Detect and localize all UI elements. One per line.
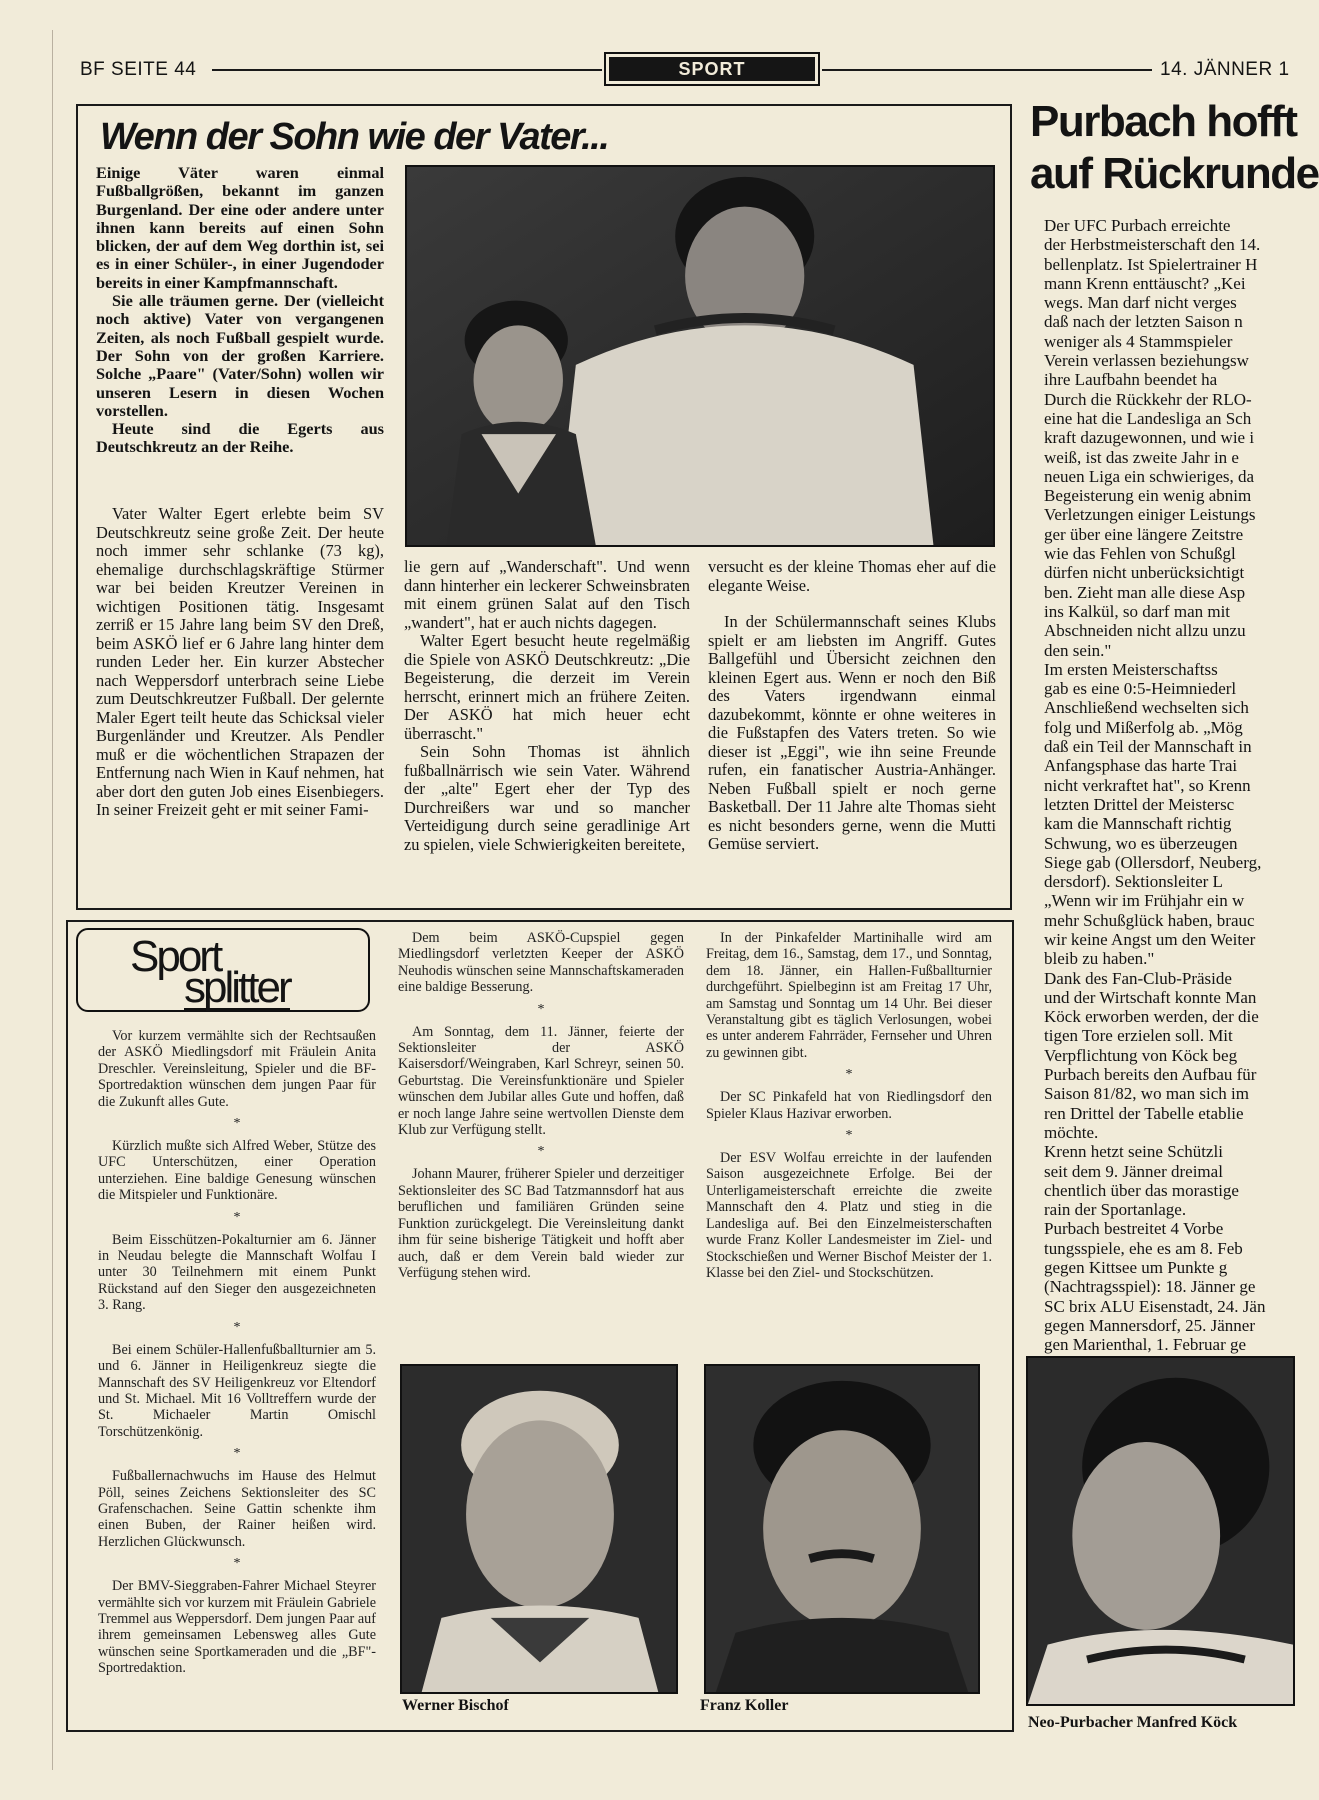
body-paragraph: Walter Egert besucht heute regelmäßig die Spiele von ASKÖ Deutschkreutz: „Die Begeisterung, die derzeit im Verein herrscht, erinnert mich an frühere Zeiten. Der ASKÖ hat mich heuer echt überrascht.": [404, 631, 690, 743]
purbach-headline-line: Purbach hofft: [1030, 97, 1297, 146]
main-headline: Wenn der Sohn wie der Vater...: [100, 116, 609, 158]
brief-item: Dem beim ASKÖ-Cupspiel gegen Miedlingsdorf verletzten Keeper der ASKÖ Neuhodis wünschen seine Mannschaftskameraden eine baldige Besserung.: [398, 930, 684, 996]
caption-koller: Franz Koller: [700, 1697, 789, 1714]
purbach-line: Verpflichtung von Köck beg: [1044, 1045, 1238, 1065]
brief-item: Beim Eisschützen-Pokalturnier am 6. Jänner in Neudau belegte die Mannschaft Wolfau I unter 30 Teilnehmern mit einem Punkt Rückstand auf den Sieger den ausgezeichneten 3. Rang.: [98, 1231, 376, 1314]
purbach-line: der Herbstmeisterschaft den 14.: [1044, 235, 1261, 255]
purbach-line: gegen Kittsee um Punkte g: [1044, 1258, 1228, 1278]
header-rule-left: [212, 69, 602, 71]
purbach-line: (Nachtragsspiel): 18. Jänner ge: [1044, 1277, 1256, 1297]
body-paragraph: Vater Walter Egert erlebte beim SV Deutschkreutz seine große Zeit. Der heute noch immer sehr schlanke (73 kg), ehemalige durchschlagskräftige Stürmer war bei beiden Kreutzer Vereinen in wichtigen Positionen tätig. Insgesamt zerriß er 15 Jahre lang beim SV den Dreß, beim ASKÖ lief er 6 Jahre lang hinter dem runden Leder her. Ein kurzer Abstecher nach Weppersdorf unterbrach seine Liebe zum Deutschkreutzer Fußball. Der gelernte Maler Egert teilt heute das Schicksal vieler Burgenländer und Kreutzer. Als Pendler muß er die wöchentlichen Strapazen der Entfernung nach Wien in Kauf nehmen, hat aber dort den guten Job eines Eisenbiegers. In seiner Freizeit geht er mit seiner Fami-: [96, 504, 384, 819]
purbach-line: dersdorf). Sektionsleiter L: [1044, 872, 1223, 892]
purbach-line: Der UFC Purbach erreichte: [1044, 216, 1231, 235]
purbach-line: weniger als 4 Stammspieler: [1044, 331, 1233, 351]
purbach-line: SC brix ALU Eisenstadt, 24. Jän: [1044, 1296, 1266, 1316]
main-col3: [708, 558, 996, 854]
purbach-line: Köck erworben werden, der die: [1044, 1007, 1259, 1027]
purbach-line: mann Krenn enttäuscht? „Kei: [1044, 273, 1246, 293]
purbach-line: folg und Mißerfolg ab. „Mög: [1044, 717, 1243, 737]
splitter-col3: [706, 930, 992, 1281]
purbach-line: neuen Liga ein schwieriges, da: [1044, 466, 1255, 486]
purbach-line: Schwung, wo es überzeugen: [1044, 833, 1238, 853]
page-label: BF SEITE 44: [80, 59, 197, 80]
purbach-line: Anfangsphase das harte Trai: [1044, 756, 1238, 776]
brief-item: Kürzlich mußte sich Alfred Weber, Stütze des UFC Unterschützen, einer Operation unterziehen. Eine baldige Genesung wünschen die Mitspieler und Funktionäre.: [98, 1138, 376, 1204]
purbach-line: Purbach bereits den Aufbau für: [1044, 1065, 1257, 1085]
purbach-line: daß ein Teil der Mannschaft in: [1044, 737, 1252, 757]
left-margin-line: [52, 30, 53, 1770]
brief-item: Der SC Pinkafeld hat von Riedlingsdorf den Spieler Klaus Hazivar erworben.: [706, 1089, 992, 1122]
purbach-line: ins Kalkül, so darf man mit: [1044, 601, 1231, 621]
logo-line-splitter: splitter: [184, 963, 290, 1012]
photo-father-son-image: [407, 167, 993, 545]
purbach-line: und der Wirtschaft konnte Man: [1044, 987, 1257, 1007]
brief-item: Der ESV Wolfau erreichte in der laufenden Saison ausgezeichnete Erfolge. Bei der Unterligameisterschaft erreichte die zweite Mannschaft den 4. Platz und stieg in die Landesliga auf. Bei den Einzelmeisterschaften wurde Franz Koller Landesmeister im Ziel- und Stockschießen und Werner Bischof Meister der 1. Klasse bei den Ziel- und Stockschützen.: [706, 1150, 992, 1281]
photo-bischof: [400, 1364, 678, 1694]
purbach-line: gegen Mannersdorf, 25. Jänner: [1044, 1315, 1256, 1335]
logo-line-sport: Sport: [130, 932, 221, 981]
purbach-line: mehr Schußglück haben, brauc: [1044, 910, 1255, 930]
caption-bischof: Werner Bischof: [402, 1697, 509, 1714]
purbach-line: Krenn hetzt seine Schützli: [1044, 1142, 1223, 1162]
purbach-line: den sein.": [1044, 640, 1112, 660]
brief-item: In der Pinkafelder Martinihalle wird am Freitag, dem 16., Samstag, dem 17., und Sonntag, dem 18. Jänner, ein Hallen-Fußballturnier durchgeführt. Spielbeginn ist am Freitag 17 Uhr, am Samstag und Sonntag um 14 Uhr. Bei dieser Veranstaltung gibt es täglich Verlosungen, wobei es unter anderem Fahrräder, Fernseher und Uhren zu gewinnen gibt.: [706, 930, 992, 1061]
purbach-line: wie das Fehlen von Schußgl: [1044, 544, 1236, 564]
purbach-line: eine hat die Landesliga an Sch: [1044, 408, 1252, 428]
purbach-line: wegs. Man darf nicht verges: [1044, 293, 1237, 313]
purbach-line: bellenplatz. Ist Spielertrainer H: [1044, 254, 1258, 274]
purbach-line: Siege gab (Ollersdorf, Neuberg,: [1044, 852, 1262, 872]
purbach-headline-line: auf Rückrunde: [1030, 149, 1319, 198]
purbach-line: ihre Laufbahn beendet ha: [1044, 370, 1218, 390]
purbach-line: nicht verkraftet hat", so Krenn: [1044, 775, 1251, 795]
separator-star: *: [233, 1446, 241, 1462]
purbach-line: gab es eine 0:5-Heimniederl: [1044, 679, 1237, 699]
brief-item: Am Sonntag, dem 11. Jänner, feierte der Sektionsleiter der ASKÖ Kaisersdorf/Weingraben, Karl Schreyr, seinen 50. Geburtstag. Die Vereinsfunktionäre und Spieler wünschen dem Jubilar alles Gute und hoffen, daß er noch lange Jahre seine wertvollen Dienste dem Klub zur Verfügung stellt.: [398, 1023, 684, 1139]
lead-paragraph: Heute sind die Egerts aus Deutschkreutz an der Reihe.: [96, 419, 384, 457]
separator-star: *: [537, 1001, 545, 1017]
brief-item: Fußballernachwuchs im Hause des Helmut Pöll, seines Zeichens Sektionsleiter des SC Grafenschachen. Seine Gattin schenkte ihm einen Buben, der Rainer heißen wird. Herzlichen Glückwunsch.: [98, 1468, 376, 1550]
purbach-line: gen Marienthal, 1. Februar ge: [1044, 1335, 1247, 1355]
photo-koeck-image: [1028, 1358, 1293, 1704]
section-label: SPORT: [609, 57, 815, 81]
purbach-headline: [1030, 96, 1319, 200]
purbach-line: Durch die Rückkehr der RLO-: [1044, 389, 1252, 409]
photo-koeck: [1026, 1356, 1295, 1706]
purbach-line: weiß, ist das zweite Jahr in e: [1044, 447, 1239, 467]
issue-date: 14. JÄNNER 1: [1160, 59, 1290, 80]
separator-star: *: [233, 1319, 241, 1335]
purbach-line: Dank des Fan-Club-Präside: [1044, 968, 1232, 988]
purbach-line: ger über eine längere Zeitstre: [1044, 524, 1244, 544]
purbach-line: Purbach bestreitet 4 Vorbe: [1044, 1219, 1224, 1239]
purbach-line: dürfen nicht unberücksichtigt: [1044, 563, 1245, 583]
caption-koeck: Neo-Purbacher Manfred Köck: [1028, 1714, 1238, 1731]
brief-item: Bei einem Schüler-Hallenfußballturnier am 5. und 6. Jänner in Heiligenkreuz siegte die Mannschaft des SV Heiligenkreuz vor Eltendorf und St. Michael. Mit 16 Volltreffern wurde der St. Michaeler Martin Omischl Torschützenkönig.: [98, 1341, 376, 1440]
photo-bischof-image: [402, 1366, 676, 1692]
separator-star: *: [845, 1067, 853, 1083]
purbach-line: bleib zu haben.": [1044, 949, 1155, 969]
separator-star: *: [233, 1556, 241, 1572]
main-lead: [96, 164, 384, 457]
purbach-line: möchte.: [1044, 1122, 1099, 1142]
purbach-line: ben. Zieht man alle diese Asp: [1044, 582, 1246, 602]
purbach-line: tigen Tore erzielen soll. Mit: [1044, 1026, 1233, 1046]
main-col1: [96, 505, 384, 820]
body-paragraph: versucht es der kleine Thomas eher auf die elegante Weise.: [708, 557, 996, 595]
sport-splitter-logo: [76, 928, 370, 1012]
header-rule-right: [822, 69, 1152, 71]
purbach-line: Saison 81/82, wo man sich im: [1044, 1084, 1249, 1104]
purbach-line: Verein verlassen beziehungsw: [1044, 351, 1249, 371]
splitter-col2: [398, 930, 684, 1281]
brief-item: Johann Maurer, früherer Spieler und derzeitiger Sektionsleiter des SC Bad Tatzmannsdorf hat aus beruflichen und familiären Gründen seine Funktion zurückgelegt. Die Vereinsleitung dankt ihm für seine bisherige Tätigkeit und hofft aber auch, daß er dem Verein bald wieder zur Verfügung stehen wird.: [398, 1166, 684, 1281]
purbach-line: Begeisterung ein wenig abnim: [1044, 486, 1252, 506]
separator-star: *: [233, 1209, 241, 1225]
separator-star: *: [233, 1116, 241, 1132]
body-paragraph: lie gern auf „Wanderschaft". Und wenn dann hinterher ein leckerer Schweinsbraten mit einem grünen Salat auf den Tisch „wandert", hat er auch nichts dagegen.: [404, 557, 690, 632]
purbach-line: „Wenn wir im Frühjahr ein w: [1044, 891, 1245, 911]
purbach-line: rain der Sportanlage.: [1044, 1200, 1187, 1220]
photo-koller: [704, 1364, 980, 1694]
purbach-line: Verletzungen einiger Leistungs: [1044, 505, 1256, 525]
purbach-line: Abschneiden nicht allzu unzu: [1044, 621, 1246, 641]
purbach-line: kam die Mannschaft richtig: [1044, 814, 1232, 834]
separator-star: *: [537, 1144, 545, 1160]
lead-paragraph: Sie alle träumen gerne. Der (vielleicht noch aktive) Vater von vergangenen Zeiten, als noch Fußball gespielt wurde. Der Sohn von der großen Karriere. Solche „Paare" (Vater/Sohn) wollen wir unseren Lesern in diesen Wochen vorstellen.: [96, 291, 384, 420]
purbach-line: Anschließend wechselten sich: [1044, 698, 1249, 718]
purbach-line: wir keine Angst um den Weiter: [1044, 929, 1256, 949]
lead-paragraph: Einige Väter waren einmal Fußballgrößen, bekannt im ganzen Burgenland. Der eine oder andere unter ihnen kann bereits auf einen Sohn blicken, der auf dem Weg dorthin ist, sei es in einer Schüler-, in einer Jugendoder bereits in einer Kampfmannschaft.: [96, 163, 384, 292]
separator-star: *: [845, 1128, 853, 1144]
purbach-line: chentlich über das morastige: [1044, 1180, 1239, 1200]
purbach-line: ren Drittel der Tabelle etablie: [1044, 1103, 1244, 1123]
purbach-line: tungsspiele, ehe es am 8. Feb: [1044, 1238, 1243, 1258]
splitter-col1: [98, 1028, 376, 1677]
body-paragraph: Sein Sohn Thomas ist ähnlich fußballnärrisch wie sein Vater. Während der „alte" Egert eher der Typ des Durchreißers war und so mancher Verteidigung durch seine geradlinige Art zu spielen, viele Schwierigkeiten bereitete,: [404, 742, 690, 854]
body-paragraph: In der Schülermannschaft seines Klubs spielt er am liebsten im Angriff. Gutes Ballgefühl und Übersicht zeichnen den kleinen Egert aus. Wenn er noch den Biß des Vaters irgendwann einmal dazubekommt, könnte er ohne weiteres in die Fußstapfen des Vaters treten. So wie dieser ist „Eggi", wie ihn seine Freunde rufen, ein fanatischer Austria-Anhänger. Neben Fußball spielt er noch gerne Basketball. Der 11 Jahre alte Thomas sieht es nicht besonders gerne, wenn die Mutti Gemüse serviert.: [708, 612, 996, 853]
purbach-line: daß nach der letzten Saison n: [1044, 312, 1243, 332]
purbach-line: Im ersten Meisterschaftss: [1044, 659, 1218, 679]
purbach-line: kraft dazugewonnen, und wie i: [1044, 428, 1255, 448]
brief-item: Der BMV-Sieggraben-Fahrer Michael Steyrer vermählte sich vor kurzem mit Fräulein Gabriele Tremmel aus Weppersdorf. Dem jungen Paar auf ihrem gemeinsamen Lebensweg alles Gute wünschen seine Sportkameraden und die „BF"-Sportredaktion.: [98, 1578, 376, 1677]
section-badge: [604, 52, 820, 86]
purbach-body: [1030, 216, 1292, 1355]
purbach-line: letzten Drittel der Meistersc: [1044, 794, 1235, 814]
purbach-line: seit dem 9. Jänner dreimal: [1044, 1161, 1223, 1181]
main-col2: [404, 558, 690, 854]
photo-father-son: [405, 165, 995, 547]
brief-item: Vor kurzem vermählte sich der Rechtsaußen der ASKÖ Miedlingsdorf mit Fräulein Anita Dreschler. Vereinsleitung, Spieler und die BF-Sportredaktion wünschen dem jungen Paar für die Zukunft alles Gute.: [98, 1028, 376, 1110]
photo-koller-image: [706, 1366, 978, 1692]
